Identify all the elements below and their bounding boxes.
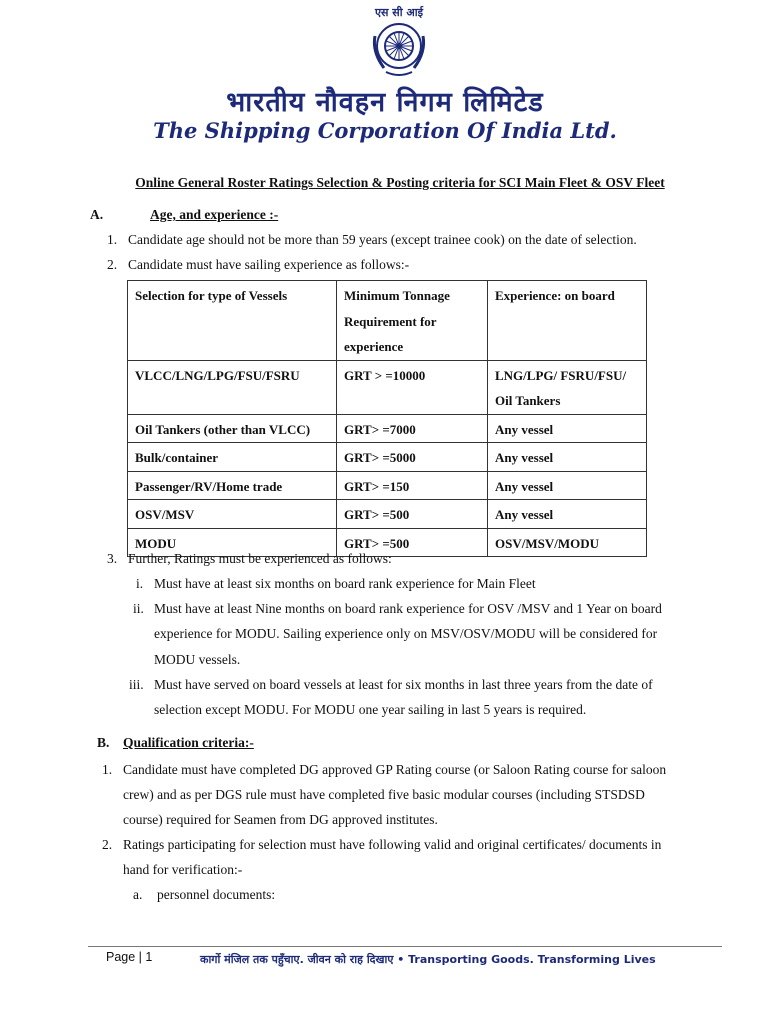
table-cell: Any vessel (488, 500, 647, 529)
table-cell: GRT> =150 (337, 471, 488, 500)
b-subitem-a-text: personnel documents: (157, 887, 276, 902)
table-header-cell: Minimum Tonnage Requirement for experience (337, 281, 488, 361)
b-item-2-line: hand for verification:- (123, 862, 243, 877)
table-cell: LNG/LPG/ FSRU/FSU/ Oil Tankers (488, 360, 647, 414)
table-cell: MODU (128, 528, 337, 557)
b-item-1-num: 1. (102, 762, 113, 777)
a-item-3-text: Further, Ratings must be experienced as follows: (128, 551, 392, 566)
footer-tagline: कार्गो मंजिल तक पहुँचाए. जीवन को राह दिखाए • Transporting Goods. Transforming Lives (200, 953, 656, 966)
table-header-cell: Experience: on board (488, 281, 647, 361)
subitem-ii-line: MODU vessels. (154, 652, 241, 667)
subitem-ii-line: experience for MODU. Sailing experience only on MSV/OSV/MODU will be considered for (154, 626, 658, 641)
table-row (128, 471, 647, 500)
subitem-i-line: Must have at least six months on board rank experience for Main Fleet (154, 576, 536, 591)
table-row (128, 360, 647, 414)
table-row (128, 443, 647, 472)
english-company-name: The Shipping Corporation Of India Ltd. (153, 118, 617, 143)
table-cell: OSV/MSV (128, 500, 337, 529)
a-item-3-num: 3. (107, 551, 118, 566)
table-header-row (128, 281, 647, 361)
table-cell: GRT> =500 (337, 528, 488, 557)
section-b-marker: B. (97, 735, 110, 750)
subitem-ii-num: ii. (133, 601, 144, 616)
a-item-2-text: Candidate must have sailing experience as follows:- (128, 257, 410, 272)
table-cell: OSV/MSV/MODU (488, 528, 647, 557)
experience-table (127, 280, 647, 557)
b-item-2-num: 2. (102, 837, 113, 852)
b-item-1-line: Candidate must have completed DG approved GP Rating course (or Saloon Rating course for saloon (123, 762, 667, 777)
a-item-1-text: Candidate age should not be more than 59 years (except trainee cook) on the date of selection. (128, 232, 637, 247)
footer-divider (88, 946, 722, 947)
subitem-ii-line: Must have at least Nine months on board rank experience for OSV /MSV and 1 Year on board (154, 601, 662, 616)
table-header-cell: Selection for type of Vessels (128, 281, 337, 361)
a-item-1-num: 1. (107, 232, 118, 247)
document-heading: Online General Roster Ratings Selection & Posting criteria for SCI Main Fleet & OSV Fleet (135, 175, 665, 190)
b-item-1-line: crew) and as per DGS rule must have completed five basic modular courses (including STSDSD (123, 787, 645, 802)
table-cell: Bulk/container (128, 443, 337, 472)
table-cell: GRT > =10000 (337, 360, 488, 414)
subitem-iii-line: selection except MODU. For MODU one year sailing in last 5 years is required. (154, 702, 587, 717)
table-row (128, 500, 647, 529)
subitem-iii-num: iii. (129, 677, 144, 692)
table-cell: VLCC/LNG/LPG/FSU/FSRU (128, 360, 337, 414)
b-subitem-a-num: a. (133, 887, 143, 902)
table-row (128, 414, 647, 443)
table-cell: Any vessel (488, 471, 647, 500)
table-cell: Any vessel (488, 443, 647, 472)
table-cell: GRT> =500 (337, 500, 488, 529)
sci-emblem (358, 2, 440, 80)
section-a-marker: A. (90, 207, 104, 222)
subitem-iii-line: Must have served on board vessels at least for six months in last three years from the date of (154, 677, 653, 692)
table-cell: Oil Tankers (other than VLCC) (128, 414, 337, 443)
a-item-2-num: 2. (107, 257, 118, 272)
emblem-text: एस सी आई (374, 6, 424, 19)
table-cell: GRT> =7000 (337, 414, 488, 443)
b-item-1-line: course) required for Seamen from DG approved institutes. (123, 812, 438, 827)
hindi-company-name: भारतीय नौवहन निगम लिमिटेड (226, 87, 544, 118)
page-number: Page | 1 (106, 950, 153, 964)
table-cell: GRT> =5000 (337, 443, 488, 472)
section-b-title: Qualification criteria:- (123, 735, 254, 750)
table-cell: Any vessel (488, 414, 647, 443)
subitem-i-num: i. (136, 576, 144, 591)
table-cell: Passenger/RV/Home trade (128, 471, 337, 500)
section-a-title: Age, and experience :- (150, 207, 279, 222)
b-item-2-line: Ratings participating for selection must have following valid and original certificates/ documents in (123, 837, 662, 852)
